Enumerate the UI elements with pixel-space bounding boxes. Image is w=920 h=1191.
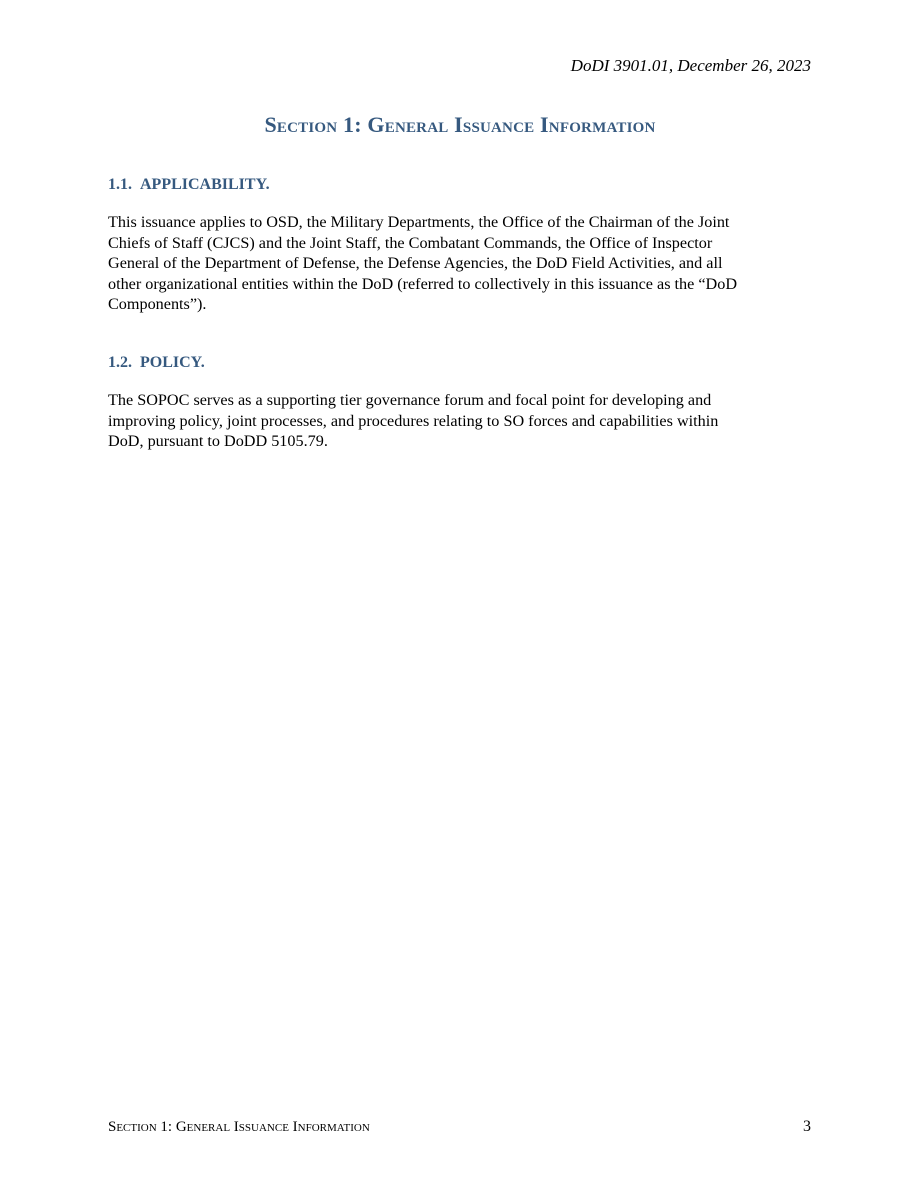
paragraph-line: improving policy, joint processes, and procedures relating to SO forces and capabilities within — [108, 411, 719, 430]
footer-section-title: Section 1: General Issuance Information — [108, 1119, 370, 1135]
paragraph-line: DoD, pursuant to DoDD 5105.79. — [108, 432, 328, 451]
paragraph-line: Chiefs of Staff (CJCS) and the Joint Staff, the Combatant Commands, the Office of Inspector — [108, 233, 713, 252]
footer-page-number: 3 — [803, 1118, 811, 1135]
paragraph-line: This issuance applies to OSD, the Military Departments, the Office of the Chairman of the Joint — [108, 213, 730, 231]
subsection-number: 1.1. — [108, 176, 132, 193]
paragraph-line: other organizational entities within the DoD (referred to collectively in this issuance as the “DoD — [108, 274, 738, 293]
paragraph-line: General of the Department of Defense, the Defense Agencies, the DoD Field Activities, and all — [108, 254, 723, 273]
subsection-title: POLICY. — [140, 354, 205, 371]
paragraph-line: The SOPOC serves as a supporting tier governance forum and focal point for developing and — [108, 391, 712, 409]
subsection-title: APPLICABILITY. — [140, 176, 270, 193]
subsection-number: 1.2. — [108, 354, 132, 371]
subsection-heading-policy — [108, 352, 205, 374]
paragraph-applicability — [108, 212, 813, 315]
paragraph-line: Components”). — [108, 295, 207, 314]
subsection-heading-applicability — [108, 174, 270, 196]
running-header: DoDI 3901.01, December 26, 2023 — [570, 56, 811, 75]
section-title: Section 1: General Issuance Information — [264, 112, 656, 137]
paragraph-policy — [108, 390, 813, 452]
